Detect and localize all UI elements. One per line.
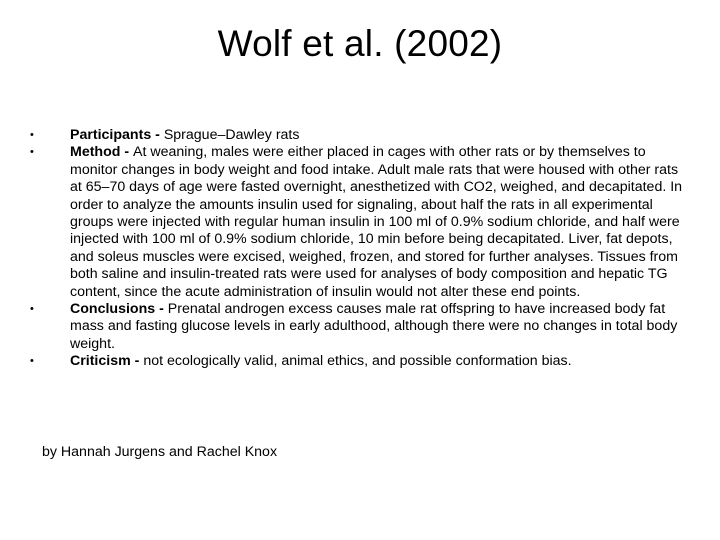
bullet-label: Method - <box>70 144 134 161</box>
author-byline: by Hannah Jurgens and Rachel Knox <box>42 444 278 460</box>
bullet-conclusions <box>30 301 690 353</box>
bullet-label: Conclusions - <box>70 301 168 318</box>
bullet-dot-icon: • <box>30 129 34 141</box>
bullet-dot-icon: • <box>30 355 34 368</box>
slide-title: Wolf et al. (2002) <box>217 23 503 64</box>
bullet-list <box>30 127 690 371</box>
bullet-criticism <box>30 353 690 370</box>
bullet-text: not ecologically valid, animal ethics, and possible conformation bias. <box>143 353 572 370</box>
bullet-label: Participants - <box>70 127 164 143</box>
bullet-text: Prenatal androgen excess causes male rat offspring to have increased body fat mass and fasting glucose levels in early adulthood, although there were no changes in total body weight. <box>70 301 678 352</box>
bullet-text: Sprague–Dawley rats <box>163 127 300 143</box>
bullet-method <box>30 144 690 301</box>
bullet-text: At weaning, males were either placed in cages with other rats or by themselves to monitor changes in body weight and food intake. Adult male rats that were housed with other rats at 65–70 days of age were fasted overnight, anesthetized with CO2, weighed, and decapitated. In order to analyze the amounts insulin used for signaling, about half the rats in all experimental groups were injected with regular human insulin in 100 ml of 0.9% sodium chloride, and half were injected with 100 ml of 0.9% sodium chloride, 10 min before being decapitated. Liver, fat depots, and soleus muscles were excised, weighed, frozen, and stored for further analyses. Tissues from both saline and insulin-treated rats were used for analyses of body composition and hepatic TG content, since the acute administration of insulin would not alter these end points. <box>70 144 683 300</box>
bullet-label: Criticism - <box>70 353 144 370</box>
bullet-dot-icon: • <box>30 146 34 159</box>
bullet-dot-icon: • <box>30 303 34 316</box>
bullet-participants <box>30 127 690 144</box>
